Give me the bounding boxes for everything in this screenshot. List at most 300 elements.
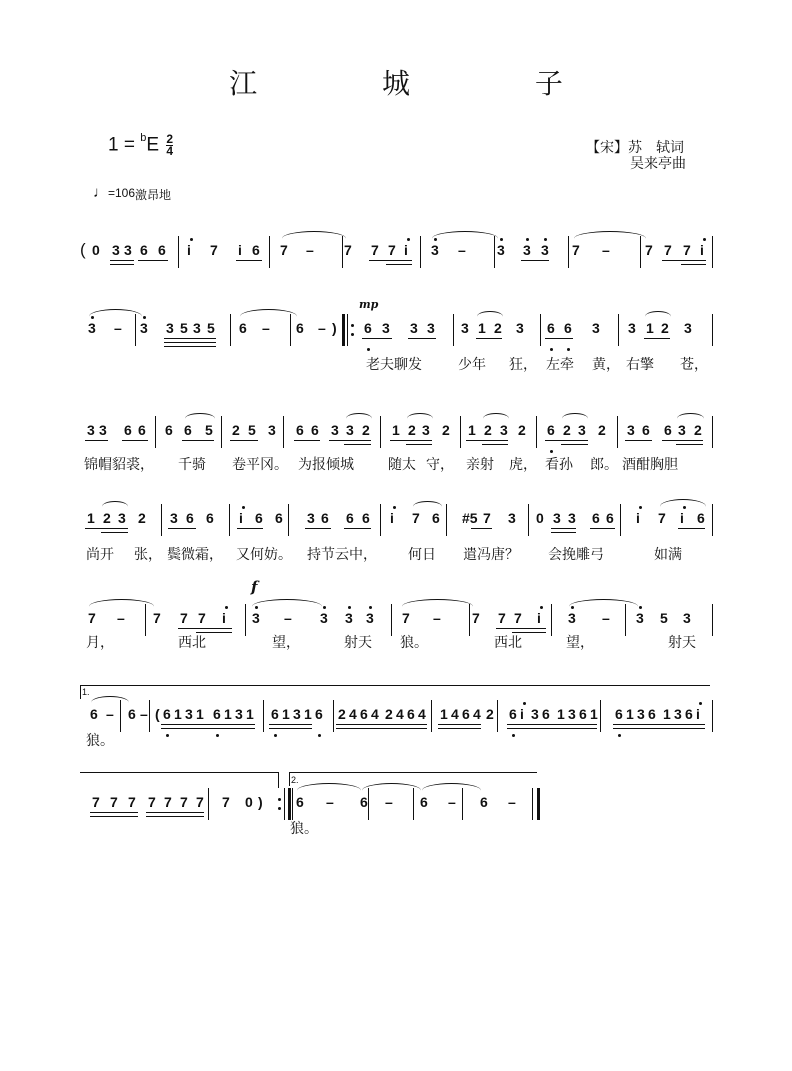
- note: 3: [523, 242, 531, 258]
- note: 3: [516, 320, 524, 336]
- lyric: 遣冯唐？: [463, 547, 519, 563]
- note: 6: [642, 422, 650, 438]
- barline: [460, 416, 461, 448]
- note: –: [284, 610, 292, 626]
- note: 3: [166, 320, 174, 336]
- note: 1: [590, 706, 598, 722]
- duration-underline: [294, 440, 320, 441]
- lyric: 狂，: [509, 357, 537, 373]
- note: 3: [112, 242, 120, 258]
- note: 3: [592, 320, 600, 336]
- slur: [89, 309, 142, 324]
- duration-underline: [613, 728, 705, 729]
- duration-underline: [466, 440, 508, 441]
- note: –: [385, 794, 393, 810]
- note: 2: [408, 422, 416, 438]
- duration-underline: [521, 260, 549, 261]
- note: 7: [88, 610, 96, 626]
- repeat-thick-bar: [288, 788, 291, 820]
- note: 6: [606, 510, 614, 526]
- duration-underline: [561, 444, 588, 445]
- barline: [420, 236, 421, 268]
- lyric: 何日: [408, 547, 436, 563]
- octave-dot-above: [369, 606, 372, 609]
- barline: [568, 236, 569, 268]
- note: 7: [371, 242, 379, 258]
- note: 5: [180, 320, 188, 336]
- note: 3: [628, 320, 636, 336]
- slur: [89, 599, 154, 614]
- note: 3: [382, 320, 390, 336]
- note: 1: [174, 706, 182, 722]
- volta-first-line-lower: [80, 772, 278, 773]
- barline: [221, 416, 222, 448]
- barline: [161, 504, 162, 536]
- note: 6: [592, 510, 600, 526]
- staff-system-4: [0, 510, 792, 563]
- duration-underline: [237, 528, 263, 529]
- lyric: 如满: [654, 547, 682, 563]
- slur: [569, 599, 638, 614]
- lyricist-credit: 【宋】苏 轼词: [586, 139, 684, 155]
- note: 6: [360, 794, 368, 810]
- note: 6: [420, 794, 428, 810]
- barline: [712, 604, 713, 636]
- volta-first-number: 1.: [82, 687, 90, 697]
- lyric: 随太: [388, 457, 416, 473]
- note: 6: [158, 242, 166, 258]
- note: 1: [304, 706, 312, 722]
- note: 3: [170, 510, 178, 526]
- note: 3: [193, 320, 201, 336]
- song-title: 江 城 子: [229, 67, 621, 100]
- repeat-dot: [351, 333, 354, 336]
- lyric: 狼。: [290, 821, 318, 837]
- note: 3: [500, 422, 508, 438]
- note: 2: [232, 422, 240, 438]
- note: 7: [128, 794, 136, 810]
- lyric: 为报倾城: [298, 457, 354, 473]
- duration-underline: [545, 440, 588, 441]
- barline: [391, 604, 392, 636]
- note: –: [140, 706, 148, 722]
- note: 7: [180, 610, 188, 626]
- note: 6: [186, 510, 194, 526]
- barline: [229, 504, 230, 536]
- barline: [618, 314, 619, 346]
- octave-dot-above: [500, 238, 503, 241]
- slur: [362, 783, 421, 798]
- note: i: [680, 510, 684, 526]
- note: 7: [148, 794, 156, 810]
- note: 7: [498, 610, 506, 626]
- note: 6: [697, 510, 705, 526]
- note: 6: [315, 706, 323, 722]
- duration-underline: [230, 440, 258, 441]
- volta-first-vert-end: [278, 772, 279, 788]
- note: 6: [213, 706, 221, 722]
- note: 2: [484, 422, 492, 438]
- note: 6: [509, 706, 517, 722]
- note: 7: [110, 794, 118, 810]
- barline: [333, 700, 334, 732]
- note: 6: [360, 706, 368, 722]
- key-letter: E: [146, 134, 160, 156]
- staff-system-5: [0, 610, 792, 660]
- repeat-dot: [278, 807, 281, 810]
- note: 2: [563, 422, 571, 438]
- repeat-thick-bar: [342, 314, 345, 346]
- note: i: [696, 706, 700, 722]
- lyric: 狼。: [86, 733, 114, 749]
- note: 6: [252, 242, 260, 258]
- slur: [422, 783, 481, 798]
- final-thin-bar: [532, 788, 533, 820]
- duration-underline: [496, 628, 546, 629]
- repeat-dot: [278, 798, 281, 801]
- repeat-dot: [351, 324, 354, 327]
- duration-underline: [305, 528, 331, 529]
- note: –: [318, 320, 326, 336]
- duration-underline: [236, 260, 262, 261]
- dynamic-mp: mp: [359, 298, 379, 311]
- note: 6: [685, 706, 693, 722]
- note: 4: [451, 706, 459, 722]
- repeat-thin-bar: [292, 788, 293, 820]
- note: –: [433, 610, 441, 626]
- barline: [551, 604, 552, 636]
- note: 1: [282, 706, 290, 722]
- note: 0: [536, 510, 544, 526]
- octave-dot-above: [544, 238, 547, 241]
- note: 3: [268, 422, 276, 438]
- slur: [102, 501, 128, 512]
- note: 3: [118, 510, 126, 526]
- duration-underline: [482, 444, 508, 445]
- barline: [269, 236, 270, 268]
- note: 3: [366, 610, 374, 626]
- duration-underline: [164, 338, 216, 339]
- lyric: 望，: [272, 635, 300, 651]
- note: 2: [362, 422, 370, 438]
- slur: [407, 413, 433, 424]
- note: 3: [293, 706, 301, 722]
- note: 7: [198, 610, 206, 626]
- octave-dot-above: [639, 506, 642, 509]
- note: 7: [514, 610, 522, 626]
- note: ): [258, 794, 263, 810]
- note: 6: [321, 510, 329, 526]
- note: 1: [440, 706, 448, 722]
- duration-underline: [269, 728, 312, 729]
- octave-dot-above: [540, 606, 543, 609]
- slur: [660, 499, 706, 514]
- lyric: 虎，: [509, 457, 537, 473]
- note: i: [222, 610, 226, 626]
- barline: [712, 236, 713, 268]
- note: i: [239, 510, 243, 526]
- note: 3: [461, 320, 469, 336]
- note: 7: [572, 242, 580, 258]
- note: 3: [508, 510, 516, 526]
- slur: [297, 783, 361, 798]
- note: 6: [255, 510, 263, 526]
- lyric: 少年: [458, 357, 486, 373]
- note: 6: [271, 706, 279, 722]
- note: 3: [346, 422, 354, 438]
- note: –: [114, 320, 122, 336]
- note: 3: [140, 320, 148, 336]
- slur: [413, 501, 442, 512]
- octave-dot-below: [550, 450, 553, 453]
- staff-system-2: [0, 320, 792, 373]
- note: 6: [296, 320, 304, 336]
- note: 2: [598, 422, 606, 438]
- note: 7: [92, 794, 100, 810]
- slur: [562, 413, 588, 424]
- note: 6: [90, 706, 98, 722]
- lyric: 鬓微霜，: [167, 547, 223, 563]
- note: 2: [661, 320, 669, 336]
- octave-dot-below: [274, 734, 277, 737]
- duration-underline: [85, 528, 128, 529]
- note: 6: [362, 510, 370, 526]
- note: 1: [646, 320, 654, 336]
- note: 7: [210, 242, 218, 258]
- note: 6: [547, 422, 555, 438]
- note: 6: [480, 794, 488, 810]
- duration-underline: [406, 444, 432, 445]
- lyric: 亲射: [466, 457, 494, 473]
- lyric: 张，: [134, 547, 162, 563]
- note: 0: [245, 794, 253, 810]
- staff-system-6: [0, 706, 792, 756]
- note: 1: [468, 422, 476, 438]
- duration-underline: [182, 440, 214, 441]
- note: 3: [674, 706, 682, 722]
- note: 1: [224, 706, 232, 722]
- note: –: [508, 794, 516, 810]
- note: 5: [207, 320, 215, 336]
- duration-underline: [164, 342, 216, 343]
- note: –: [326, 794, 334, 810]
- slur: [402, 599, 473, 614]
- lyric: 看孙: [545, 457, 573, 473]
- barline: [712, 700, 713, 732]
- slur: [185, 413, 215, 424]
- note: 3: [578, 422, 586, 438]
- lyric: 守，: [426, 457, 454, 473]
- duration-underline: [386, 264, 412, 265]
- note: 3: [185, 706, 193, 722]
- note: 6: [462, 706, 470, 722]
- note: 2: [385, 706, 393, 722]
- duration-underline: [362, 338, 392, 339]
- note: 7: [402, 610, 410, 626]
- barline: [155, 416, 156, 448]
- dynamic-f: f: [251, 578, 258, 596]
- note: 6: [648, 706, 656, 722]
- volta-first-vert: [80, 685, 81, 699]
- duration-underline: [138, 260, 168, 261]
- note: 6: [615, 706, 623, 722]
- octave-dot-below: [318, 734, 321, 737]
- note: –: [448, 794, 456, 810]
- octave-dot-above: [348, 606, 351, 609]
- note: –: [262, 320, 270, 336]
- slur: [346, 413, 372, 424]
- barline: [540, 314, 541, 346]
- note: 3: [422, 422, 430, 438]
- barline: [528, 504, 529, 536]
- lyric: 月，: [86, 635, 114, 651]
- note: 3: [345, 610, 353, 626]
- note: 3: [568, 706, 576, 722]
- barline: [288, 504, 289, 536]
- lyric: 酒酣胸胆: [622, 457, 678, 473]
- note: 2: [103, 510, 111, 526]
- duration-underline: [551, 528, 576, 529]
- note: 1: [392, 422, 400, 438]
- volta-second-vert: [289, 772, 290, 786]
- note: 6: [239, 320, 247, 336]
- barline: [536, 416, 537, 448]
- note: 7: [388, 242, 396, 258]
- octave-dot-above: [526, 238, 529, 241]
- note: 6: [346, 510, 354, 526]
- barline: [620, 504, 621, 536]
- barline: [380, 416, 381, 448]
- note: 6: [138, 422, 146, 438]
- lyric: 狼。: [400, 635, 428, 651]
- slur: [477, 311, 503, 322]
- note: 3: [124, 242, 132, 258]
- note: 7: [664, 242, 672, 258]
- note: 3: [410, 320, 418, 336]
- octave-dot-below: [618, 734, 621, 737]
- note: 0: [92, 242, 100, 258]
- staff-system-7: [0, 794, 792, 844]
- duration-underline: [644, 338, 670, 339]
- duration-underline: [329, 440, 371, 441]
- octave-dot-below: [367, 348, 370, 351]
- note: 6: [128, 706, 136, 722]
- note: 1: [626, 706, 634, 722]
- bpm: =106: [108, 186, 136, 200]
- note: 2: [138, 510, 146, 526]
- note: 7: [153, 610, 161, 626]
- note: 6: [311, 422, 319, 438]
- duration-underline: [590, 528, 615, 529]
- note: 7: [483, 510, 491, 526]
- note: 1: [557, 706, 565, 722]
- note: 3: [252, 610, 260, 626]
- note: i: [187, 242, 191, 258]
- barline: [431, 700, 432, 732]
- duration-underline: [662, 260, 706, 261]
- lyric: 西北: [494, 635, 522, 651]
- slur: [240, 309, 297, 324]
- lyric: 会挽雕弓: [548, 547, 604, 563]
- note: 7: [472, 610, 480, 626]
- duration-underline: [146, 812, 204, 813]
- note: 2: [338, 706, 346, 722]
- note: 2: [694, 422, 702, 438]
- barline: [149, 700, 150, 732]
- note: 1: [246, 706, 254, 722]
- note: 3: [497, 242, 505, 258]
- note: 6: [296, 422, 304, 438]
- note: 7: [412, 510, 420, 526]
- duration-underline: [545, 338, 573, 339]
- note: 2: [442, 422, 450, 438]
- octave-dot-above: [323, 606, 326, 609]
- note: 3: [553, 510, 561, 526]
- volta-second-line: [289, 772, 537, 773]
- note: 3: [431, 242, 439, 258]
- slur: [91, 696, 129, 709]
- note: 3: [568, 610, 576, 626]
- octave-dot-above: [190, 238, 193, 241]
- note: i: [700, 242, 704, 258]
- barline: [446, 504, 447, 536]
- duration-underline: [90, 812, 138, 813]
- note: –: [458, 242, 466, 258]
- note: i: [520, 706, 524, 722]
- duration-underline: [390, 440, 432, 441]
- lyric: 千骑: [178, 457, 206, 473]
- duration-underline: [344, 444, 371, 445]
- note: 7: [344, 242, 352, 258]
- duration-underline: [408, 338, 436, 339]
- barline: [712, 504, 713, 536]
- tempo-mark: [93, 186, 135, 200]
- note: 7: [196, 794, 204, 810]
- note: 3: [331, 422, 339, 438]
- duration-underline: [369, 260, 412, 261]
- octave-dot-above: [143, 316, 146, 319]
- note: 6: [664, 422, 672, 438]
- barline: [230, 314, 231, 346]
- duration-underline: [676, 444, 703, 445]
- note: 7: [180, 794, 188, 810]
- octave-dot-above: [225, 606, 228, 609]
- duration-underline: [551, 532, 576, 533]
- note: 6: [165, 422, 173, 438]
- note: 4: [473, 706, 481, 722]
- note: 3: [568, 510, 576, 526]
- note: 2: [486, 706, 494, 722]
- note: 2: [494, 320, 502, 336]
- octave-dot-above: [699, 702, 702, 705]
- note: 7: [164, 794, 172, 810]
- note: –: [106, 706, 114, 722]
- duration-underline: [161, 724, 255, 725]
- barline: [380, 504, 381, 536]
- note: 3: [678, 422, 686, 438]
- octave-dot-below: [550, 348, 553, 351]
- note: 1: [87, 510, 95, 526]
- note: 3: [627, 422, 635, 438]
- repeat-thin-bar: [284, 788, 285, 820]
- note: 6: [432, 510, 440, 526]
- lyric: 黄，: [592, 357, 620, 373]
- duration-underline: [122, 440, 148, 441]
- note: 7: [658, 510, 666, 526]
- note: ): [332, 320, 337, 336]
- note: 3: [541, 242, 549, 258]
- barline: [600, 700, 601, 732]
